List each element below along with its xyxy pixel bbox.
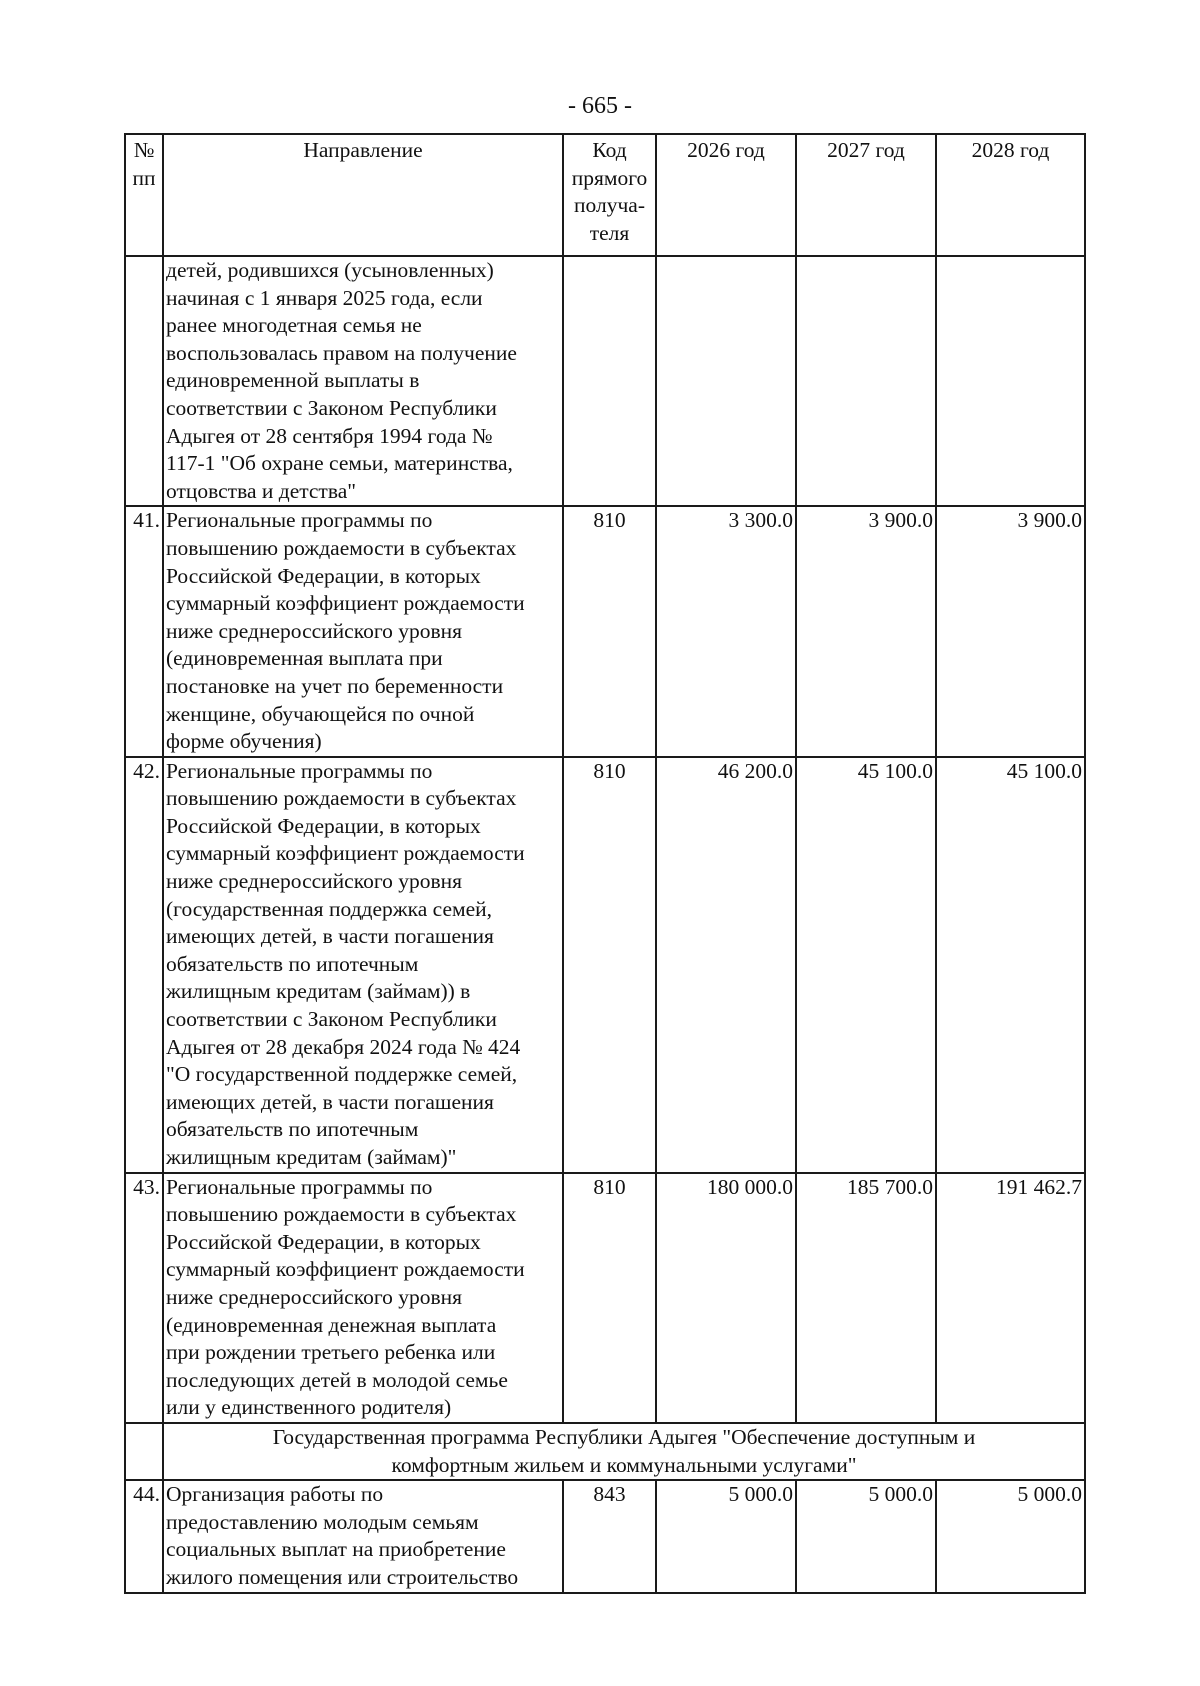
table-row-44 [125, 1480, 1085, 1592]
page-number: - 665 - [568, 93, 632, 119]
row-number-cell: 44. [125, 1480, 163, 1592]
row-direction-cell: Организация работы по предоставлению молодым семьям социальных выплат на приобретение жилого помещения или строительство [163, 1480, 563, 1592]
row-code-cell [563, 256, 656, 506]
header-year-2027: 2027 год [796, 134, 936, 256]
row-2028-cell: 5 000.0 [936, 1480, 1085, 1592]
row-2026-cell: 3 300.0 [656, 506, 796, 756]
row-code-cell: 810 [563, 1173, 656, 1423]
header-recipient-code: Код прямого получа- теля [563, 134, 656, 256]
row-number-cell: 43. [125, 1173, 163, 1423]
row-2027-cell [796, 256, 936, 506]
table-row-41 [125, 506, 1085, 756]
row-2026-cell: 5 000.0 [656, 1480, 796, 1592]
row-code-cell: 810 [563, 506, 656, 756]
row-2028-cell: 3 900.0 [936, 506, 1085, 756]
row-2028-cell: 45 100.0 [936, 757, 1085, 1173]
header-number: № пп [125, 134, 163, 256]
row-2028-cell: 191 462.7 [936, 1173, 1085, 1423]
row-number-cell: 42. [125, 757, 163, 1173]
row-2026-cell: 46 200.0 [656, 757, 796, 1173]
row-number-cell [125, 256, 163, 506]
row-code-cell: 843 [563, 1480, 656, 1592]
table-row-continuation [125, 256, 1085, 506]
row-code-cell: 810 [563, 757, 656, 1173]
row-direction-cell: Региональные программы по повышению рождаемости в субъектах Российской Федерации, в которых суммарный коэффициент рождаемости ниже среднероссийского уровня (государственная поддержка семей, имеющих детей, в части погашения обязательств по ипотечным жилищным кредитам (займам)) в соответствии с Законом Республики Адыгея от 28 декабря 2024 года № 424 "О государственной поддержке семей, имеющих детей, в части погашения обязательств по ипотечным жилищным кредитам (займам)" [163, 757, 563, 1173]
budget-table [124, 133, 1086, 1594]
row-2026-cell [656, 256, 796, 506]
row-2028-cell [936, 256, 1085, 506]
section-title: Государственная программа Республики Адыгея "Обеспечение доступным и комфортным жильем и коммунальными услугами" [163, 1423, 1085, 1480]
row-2026-cell: 180 000.0 [656, 1173, 796, 1423]
table-row-42 [125, 757, 1085, 1173]
row-2027-cell: 45 100.0 [796, 757, 936, 1173]
table-section-row [125, 1423, 1085, 1480]
table-row-43 [125, 1173, 1085, 1423]
row-direction-cell: Региональные программы по повышению рождаемости в субъектах Российской Федерации, в которых суммарный коэффициент рождаемости ниже среднероссийского уровня (единовременная выплата при постановке на учет по беременности женщине, обучающейся по очной форме обучения) [163, 506, 563, 756]
row-2027-cell: 5 000.0 [796, 1480, 936, 1592]
header-year-2028: 2028 год [936, 134, 1085, 256]
row-2027-cell: 3 900.0 [796, 506, 936, 756]
row-direction-cell: Региональные программы по повышению рождаемости в субъектах Российской Федерации, в которых суммарный коэффициент рождаемости ниже среднероссийского уровня (единовременная денежная выплата при рождении третьего ребенка или последующих детей в молодой семье или у единственного родителя) [163, 1173, 563, 1423]
section-number-cell [125, 1423, 163, 1480]
table-header-row [125, 134, 1085, 256]
row-2027-cell: 185 700.0 [796, 1173, 936, 1423]
row-direction-cell: детей, родившихся (усыновленных) начиная с 1 января 2025 года, если ранее многодетная семья не воспользовалась правом на получение единовременной выплаты в соответствии с Законом Республики Адыгея от 28 сентября 1994 года № 117-1 "Об охране семьи, материнства, отцовства и детства" [163, 256, 563, 506]
header-year-2026: 2026 год [656, 134, 796, 256]
row-number-cell: 41. [125, 506, 163, 756]
header-direction: Направление [163, 134, 563, 256]
